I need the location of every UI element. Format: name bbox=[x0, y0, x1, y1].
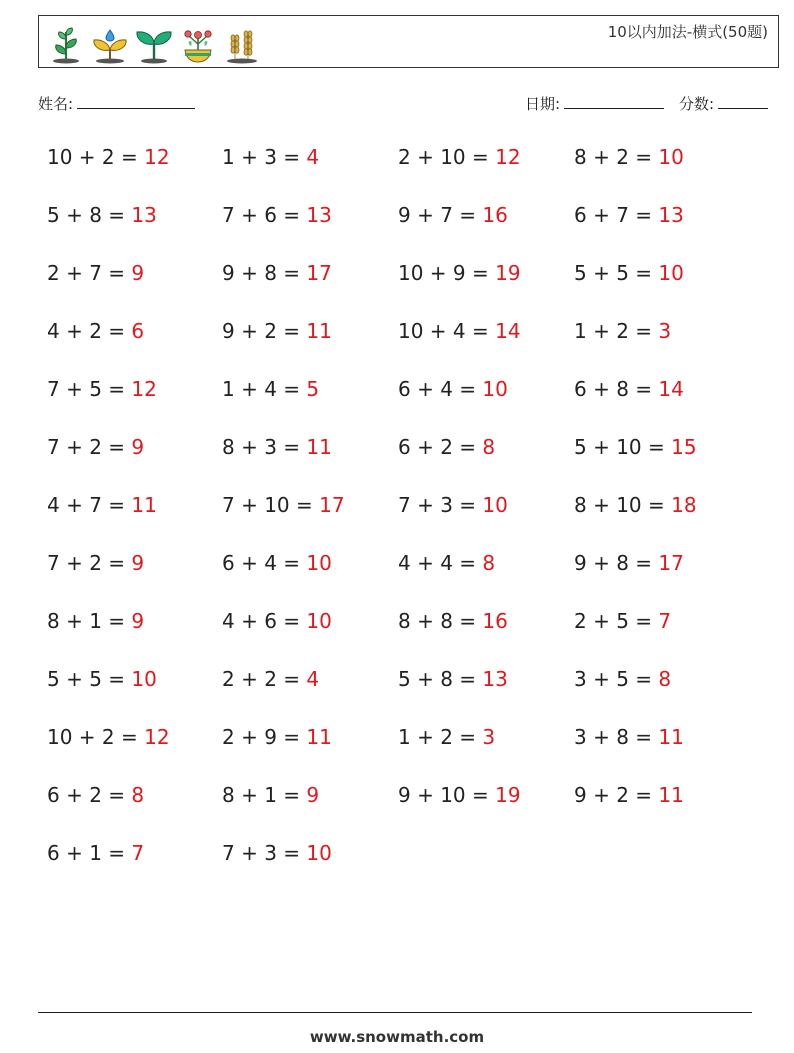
problem-answer: 8 bbox=[658, 667, 672, 691]
problem-item bbox=[222, 725, 332, 749]
problem-item bbox=[574, 377, 684, 401]
problem-answer: 17 bbox=[658, 551, 684, 575]
problem-answer: 9 bbox=[131, 609, 145, 633]
problem-item bbox=[222, 493, 345, 517]
problem-answer: 12 bbox=[144, 725, 170, 749]
name-blank-line[interactable] bbox=[77, 94, 195, 109]
problem-question: 1 + 3 = bbox=[222, 145, 307, 169]
green-sprout-icon bbox=[135, 26, 173, 64]
problem-question: 7 + 6 = bbox=[222, 203, 307, 227]
problem-question: 7 + 2 = bbox=[47, 435, 132, 459]
problem-item bbox=[398, 783, 521, 807]
problem-question: 10 + 4 = bbox=[398, 319, 496, 343]
problem-answer: 11 bbox=[306, 435, 332, 459]
problem-question: 5 + 5 = bbox=[47, 667, 132, 691]
problem-answer: 12 bbox=[131, 377, 157, 401]
problem-answer: 13 bbox=[658, 203, 684, 227]
problem-item bbox=[47, 783, 144, 807]
problem-item bbox=[222, 377, 319, 401]
problem-question: 1 + 2 = bbox=[398, 725, 483, 749]
problem-question: 2 + 5 = bbox=[574, 609, 659, 633]
problem-question: 7 + 10 = bbox=[222, 493, 320, 517]
problem-answer: 14 bbox=[495, 319, 521, 343]
problem-answer: 14 bbox=[658, 377, 684, 401]
problem-item bbox=[398, 319, 521, 343]
problem-answer: 10 bbox=[306, 609, 332, 633]
problem-question: 8 + 8 = bbox=[398, 609, 483, 633]
problem-answer: 10 bbox=[658, 145, 684, 169]
problem-answer: 12 bbox=[495, 145, 521, 169]
problem-answer: 11 bbox=[658, 725, 684, 749]
problem-question: 10 + 2 = bbox=[47, 145, 145, 169]
problem-item bbox=[222, 319, 332, 343]
name-field bbox=[38, 93, 195, 114]
sprout-stem-icon bbox=[47, 26, 85, 64]
problem-question: 8 + 2 = bbox=[574, 145, 659, 169]
problem-answer: 16 bbox=[482, 609, 508, 633]
problem-item bbox=[398, 261, 521, 285]
problem-item bbox=[47, 261, 144, 285]
problem-answer: 19 bbox=[495, 783, 521, 807]
problem-question: 9 + 7 = bbox=[398, 203, 483, 227]
problem-answer: 8 bbox=[131, 783, 145, 807]
problem-item bbox=[398, 145, 521, 169]
problem-answer: 8 bbox=[482, 551, 496, 575]
problem-item bbox=[398, 667, 508, 691]
problem-question: 8 + 1 = bbox=[222, 783, 307, 807]
problem-answer: 10 bbox=[306, 551, 332, 575]
problem-item bbox=[47, 319, 144, 343]
problem-question: 6 + 7 = bbox=[574, 203, 659, 227]
problem-item bbox=[574, 667, 671, 691]
problem-answer: 10 bbox=[131, 667, 157, 691]
problem-question: 6 + 4 = bbox=[222, 551, 307, 575]
problem-answer: 7 bbox=[131, 841, 145, 865]
problem-answer: 3 bbox=[482, 725, 496, 749]
problem-question: 7 + 5 = bbox=[47, 377, 132, 401]
problem-answer: 9 bbox=[306, 783, 320, 807]
problem-item bbox=[574, 725, 684, 749]
problem-question: 2 + 10 = bbox=[398, 145, 496, 169]
problem-item bbox=[47, 841, 144, 865]
problem-question: 6 + 2 = bbox=[398, 435, 483, 459]
problem-question: 6 + 1 = bbox=[47, 841, 132, 865]
problem-item bbox=[574, 319, 671, 343]
problem-answer: 9 bbox=[131, 435, 145, 459]
problem-answer: 13 bbox=[306, 203, 332, 227]
problem-question: 9 + 2 = bbox=[574, 783, 659, 807]
problem-question: 3 + 5 = bbox=[574, 667, 659, 691]
problem-question: 6 + 4 = bbox=[398, 377, 483, 401]
flower-pot-icon bbox=[179, 26, 217, 64]
problem-item bbox=[398, 609, 508, 633]
problem-question: 5 + 8 = bbox=[398, 667, 483, 691]
problem-question: 9 + 10 = bbox=[398, 783, 496, 807]
problem-question: 10 + 2 = bbox=[47, 725, 145, 749]
problem-item bbox=[47, 435, 144, 459]
problem-item bbox=[222, 203, 332, 227]
problem-item bbox=[222, 841, 332, 865]
problem-answer: 9 bbox=[131, 261, 145, 285]
problem-item bbox=[222, 783, 319, 807]
header-icons bbox=[47, 24, 261, 64]
problem-item bbox=[574, 783, 684, 807]
problem-question: 5 + 5 = bbox=[574, 261, 659, 285]
problem-question: 1 + 2 = bbox=[574, 319, 659, 343]
problem-answer: 3 bbox=[658, 319, 672, 343]
problem-answer: 4 bbox=[306, 145, 320, 169]
problem-answer: 17 bbox=[306, 261, 332, 285]
problem-answer: 16 bbox=[482, 203, 508, 227]
problem-answer: 10 bbox=[658, 261, 684, 285]
problem-question: 4 + 6 = bbox=[222, 609, 307, 633]
problem-item bbox=[398, 725, 495, 749]
problem-item bbox=[574, 435, 697, 459]
problem-question: 9 + 8 = bbox=[574, 551, 659, 575]
problem-question: 9 + 8 = bbox=[222, 261, 307, 285]
problem-item bbox=[222, 145, 319, 169]
problem-question: 7 + 3 = bbox=[398, 493, 483, 517]
problem-question: 2 + 9 = bbox=[222, 725, 307, 749]
problem-item bbox=[398, 435, 495, 459]
date-label: 日期: bbox=[525, 95, 561, 113]
problem-item bbox=[398, 493, 508, 517]
problem-item bbox=[574, 551, 684, 575]
problem-answer: 13 bbox=[131, 203, 157, 227]
problem-answer: 11 bbox=[306, 725, 332, 749]
problem-answer: 17 bbox=[319, 493, 345, 517]
problem-item bbox=[47, 493, 157, 517]
problem-question: 8 + 1 = bbox=[47, 609, 132, 633]
problem-answer: 5 bbox=[306, 377, 320, 401]
watering-sprout-icon bbox=[91, 26, 129, 64]
problem-answer: 8 bbox=[482, 435, 496, 459]
problem-question: 8 + 10 = bbox=[574, 493, 672, 517]
problem-question: 7 + 3 = bbox=[222, 841, 307, 865]
problem-answer: 10 bbox=[482, 377, 508, 401]
problem-item bbox=[47, 551, 144, 575]
problem-item bbox=[222, 551, 332, 575]
problem-answer: 19 bbox=[495, 261, 521, 285]
score-field bbox=[679, 93, 768, 114]
problem-question: 9 + 2 = bbox=[222, 319, 307, 343]
problem-item bbox=[47, 203, 157, 227]
date-blank-line[interactable] bbox=[564, 94, 664, 109]
date-field bbox=[525, 93, 664, 114]
problem-question: 6 + 8 = bbox=[574, 377, 659, 401]
footer-divider bbox=[38, 1012, 752, 1013]
problem-answer: 10 bbox=[482, 493, 508, 517]
problem-item bbox=[47, 609, 144, 633]
problem-question: 4 + 2 = bbox=[47, 319, 132, 343]
problem-item bbox=[222, 609, 332, 633]
problem-answer: 15 bbox=[671, 435, 697, 459]
problem-question: 5 + 10 = bbox=[574, 435, 672, 459]
problem-item bbox=[47, 377, 157, 401]
problem-item bbox=[574, 493, 697, 517]
problem-question: 7 + 2 = bbox=[47, 551, 132, 575]
score-label: 分数: bbox=[679, 95, 715, 113]
problem-question: 10 + 9 = bbox=[398, 261, 496, 285]
problem-answer: 11 bbox=[306, 319, 332, 343]
problem-answer: 11 bbox=[658, 783, 684, 807]
problem-item bbox=[574, 609, 671, 633]
problem-question: 1 + 4 = bbox=[222, 377, 307, 401]
problem-item bbox=[222, 435, 332, 459]
score-blank-line[interactable] bbox=[718, 94, 768, 109]
worksheet-header bbox=[38, 15, 779, 68]
problem-answer: 6 bbox=[131, 319, 145, 343]
problem-item bbox=[398, 203, 508, 227]
problem-item bbox=[47, 145, 170, 169]
problem-item bbox=[222, 667, 319, 691]
problem-answer: 12 bbox=[144, 145, 170, 169]
problem-answer: 13 bbox=[482, 667, 508, 691]
problem-question: 4 + 4 = bbox=[398, 551, 483, 575]
problem-answer: 18 bbox=[671, 493, 697, 517]
problem-answer: 9 bbox=[131, 551, 145, 575]
problem-item bbox=[398, 377, 508, 401]
problem-question: 6 + 2 = bbox=[47, 783, 132, 807]
problem-item bbox=[47, 667, 157, 691]
problem-question: 2 + 2 = bbox=[222, 667, 307, 691]
problem-item bbox=[47, 725, 170, 749]
problem-item bbox=[574, 145, 684, 169]
worksheet-title: 10以内加法-横式(50题) bbox=[607, 23, 768, 41]
footer-url: www.snowmath.com bbox=[309, 1028, 485, 1046]
problem-answer: 11 bbox=[131, 493, 157, 517]
problem-question: 4 + 7 = bbox=[47, 493, 132, 517]
problem-question: 2 + 7 = bbox=[47, 261, 132, 285]
problem-item bbox=[574, 261, 684, 285]
name-label: 姓名: bbox=[38, 95, 74, 113]
problem-answer: 7 bbox=[658, 609, 672, 633]
problem-item bbox=[574, 203, 684, 227]
problem-answer: 10 bbox=[306, 841, 332, 865]
problem-item bbox=[398, 551, 495, 575]
problem-question: 3 + 8 = bbox=[574, 725, 659, 749]
problem-item bbox=[222, 261, 332, 285]
problem-question: 5 + 8 = bbox=[47, 203, 132, 227]
wheat-icon bbox=[223, 26, 261, 64]
problem-question: 8 + 3 = bbox=[222, 435, 307, 459]
problem-answer: 4 bbox=[306, 667, 320, 691]
